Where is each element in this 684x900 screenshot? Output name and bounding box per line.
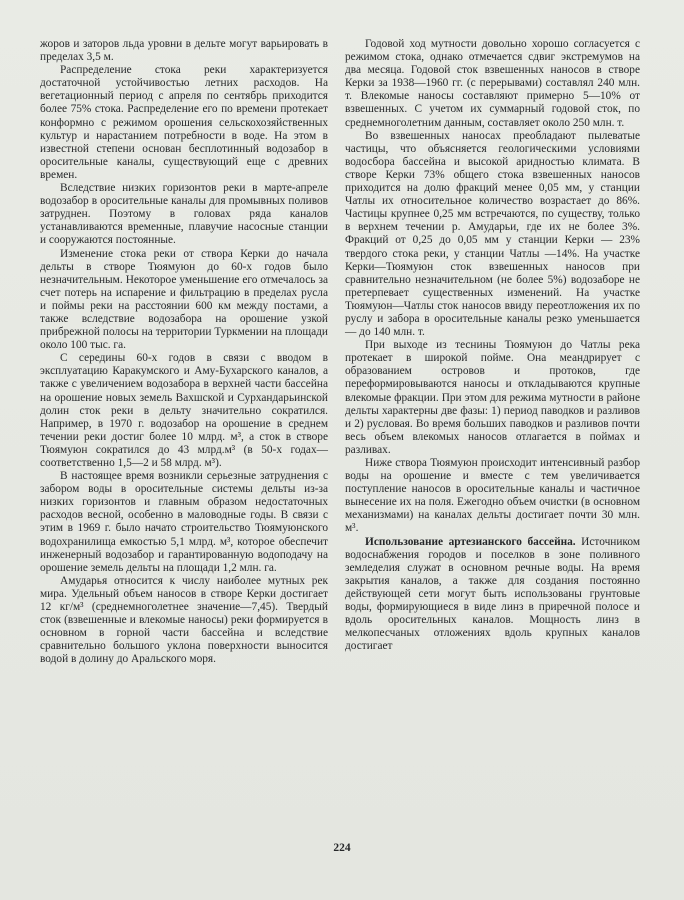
paragraph: Вследствие низких горизонтов реки в марте-апреле водозабор в оросительные каналы для промывных поливов затруднен. Поэтому в головах ряда каналов устанавливаются временные, плавучие насосные станции и сооружаются постоянные. (40, 182, 328, 247)
paragraph: Годовой ход мутности довольно хорошо согласуется с режимом стока, однако отмечается сдвиг экстремумов на два месяца. Годовой сток взвешенных наносов в створе Керки за 1938—1960 гг. (с перерывами) составлял 240 млн. т. Влекомые наносы составляют примерно 5—10% от взвешенных. С учетом их суммарный годовой сток, по среднемноголетним данным, составляет около 250 млн. т. (345, 38, 640, 129)
page-number: 224 (333, 842, 351, 854)
paragraph: Изменение стока реки от створа Керки до начала дельты в створе Тюямуюн до 60-х годов было незначительным. Некоторое уменьшение его отмечалось за счет потерь на испарение и фильтрацию в пределах русла и поймы реки на расстоянии 600 км между постами, а также вследствие водозабора на орошение узкой прибрежной полосы на территории Туркмении на площади около 100 тыс. га. (40, 247, 328, 352)
section-heading: Использование артезианского бассейна. (365, 535, 576, 548)
section-text: Источником водоснабжения городов и поселков в зоне поливного земледелия служат в основном речные воды. На время закрытия каналов, а также для создания постоянно действующей сети могут быть использованы грунтовые воды, формирующиеся в виде линз в приречной полосе и вдоль оросительных каналов. Мощность линз в мелкопесчаных отложениях вдоль крупных каналов достигает (345, 535, 641, 653)
section-paragraph (345, 536, 640, 654)
paragraph: Распределение стока реки характеризуется достаточной устойчивостью летних расходов. На вегетационный период с апреля по сентябрь приходится более 75% стока. Распределение его по времени протекает конформно с режимом орошения сельскохозяйственных культур и нарастанием потребности в воде. На этом в известной степени основан бесплотинный водозабор в оросительные каналы, существующий еще с древних времен. (40, 64, 328, 181)
paragraph: С середины 60-х годов в связи с вводом в эксплуатацию Каракумского и Аму-Бухарского каналов, а также с увеличением водозабора в верхней части бассейна на орошение новых земель Вахшской и Сурхандарьинской долин сток реки в дельту значительно сократился. Например, в 1970 г. водозабор на орошение в среднем течении реки достиг более 10 млрд. м³, а сток в створе Тюямуюн сократился до 43 млрд.м³ (в 50-х годах— соответственно 1,5—2 и 58 млрд. м³). (40, 352, 328, 469)
paragraph: Во взвешенных наносах преобладают пылеватые частицы, что объясняется геологическими условиями водосбора бассейна и высокой аридностью климата. В створе Керки 73% общего стока взвешенных наносов приходится на долю фракций менее 0,05 мм, у станции Чатлы их относительное количество возрастает до 86%. Частицы крупнее 0,25 мм встречаются, по существу, только в верхнем течении р. Амударьи, где их не более 3%. Фракций от 0,25 до 0,05 мм у станции Керки — 23% твердого стока реки, у станции Чатлы —14%. На участке Керки—Тюямуюн сток взвешенных наносов при сравнительно незначительном (не более 5%) водозаборе не претерпевает существенных изменений. На участке Тюямуюн—Чатлы сток наносов ввиду переотложения их по руслу и забора в оросительные каналы резко уменьшается — до 140 млн. т. (345, 129, 640, 339)
paragraph: Амударья относится к числу наиболее мутных рек мира. Удельный объем наносов в створе Керки достигает 12 кг/м³ (среднемноголетнее значение—7,45). Твердый сток (взвешенные и влекомые наносы) реки формируется в основном в горной части бассейна и вследствие сравнительно большого уклона поверхности выносится водой в долину до Аральского моря. (40, 574, 328, 666)
right-column (345, 38, 640, 653)
left-column (40, 38, 328, 667)
paragraph: Ниже створа Тюямуюн происходит интенсивный разбор воды на орошение и вместе с тем увеличивается поступление наносов в оросительные каналы и частичное вынесение их на поля. Ежегодно объем очистки (в основном механизмами) на каналах дельты достигает почти 30 млн. м³. (345, 457, 640, 535)
paragraph: В настоящее время возникли серьезные затруднения с забором воды в оросительные системы дельты из-за низких горизонтов и главным образом недостаточных расходов весной, особенно в маловодные годы. В связи с этим в 1969 г. было начато строительство Тюямуюнского водохранилища емкостью 5,1 млрд. м³, которое обеспечит инженерный водозабор и гарантированную водоподачу на орошение земель дельты на площади 1,2 млн. га. (40, 470, 328, 574)
paragraph: При выходе из теснины Тюямуюн до Чатлы река протекает в широкой пойме. Она меандрирует с образованием островов и протоков, где переформировываются наносы и откладываются крупные влекомые фракции. При этом для режима мутности в районе дельты характерны две фазы: 1) период паводков и разливов и 2) русловая. Во время больших паводков и разливов почти весь объем влекомых наносов отлагается в поймах и разливах. (345, 339, 640, 456)
paragraph: жоров и заторов льда уровни в дельте могут варьировать в пределах 3,5 м. (40, 38, 328, 64)
